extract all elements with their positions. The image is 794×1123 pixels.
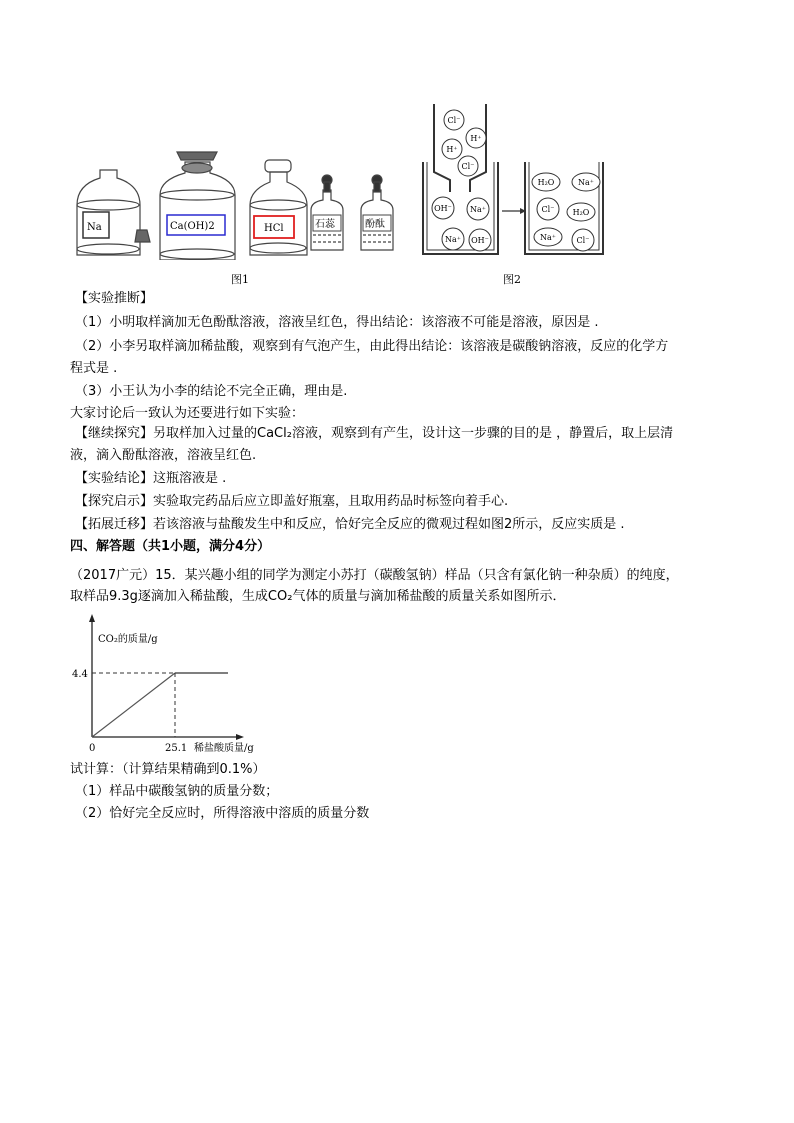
bottle-label-hcl: HCl — [264, 223, 284, 234]
ion-after-4: H₂O — [572, 208, 590, 217]
continue-explore-cont: 液，滴入酚酞溶液，溶液呈红色. — [70, 448, 257, 463]
discussion-line: 大家讨论后一致认为还要进行如下实验： — [70, 406, 305, 421]
ion-dropper-3: H⁺ — [446, 145, 458, 154]
inference-item-3: （3）小王认为小李的结论不完全正确，理由是. — [75, 384, 348, 399]
exploration-insight: 【探究启示】实验取完药品后应立即盖好瓶塞，且取用药品时标签向着手心. — [75, 494, 509, 509]
co2-mass-chart — [70, 612, 280, 757]
chart-y-tick-4-4: 4.4 — [72, 669, 88, 680]
ion-before-3: Na⁺ — [445, 235, 461, 244]
chart-x-axis-label: 稀盐酸质量/g — [194, 743, 254, 754]
experiment-conclusion: 【实验结论】这瓶溶液是 . — [75, 471, 227, 486]
inference-item-1: （1）小明取样滴加无色酚酞溶液，溶液呈红色，得出结论：该溶液不可能是溶液，原因是 . — [75, 315, 599, 330]
ion-dropper-2: H⁺ — [470, 134, 482, 143]
chart-x-tick-0: 0 — [89, 743, 96, 754]
ion-after-2: Na⁺ — [578, 178, 594, 187]
inference-item-2-cont: 程式是 . — [70, 361, 118, 376]
figure-1-caption: 图1 — [231, 273, 249, 286]
ion-after-1: H₂O — [537, 178, 555, 187]
chart-x-tick-25-1: 25.1 — [165, 743, 188, 754]
ion-before-1: OH⁻ — [434, 204, 452, 213]
chart-y-axis-label: CO₂的质量/g — [98, 634, 158, 645]
ion-dropper-1: Cl⁻ — [447, 116, 461, 125]
question-15-line-2: 取样品9.3g逐滴加入稀盐酸，生成CO₂气体的质量与滴加稀盐酸的质量关系如图所示． — [70, 589, 566, 604]
ion-after-5: Na⁺ — [540, 233, 556, 242]
calculate-instruction: 试计算：（计算结果精确到0.1%） — [70, 762, 266, 777]
sub-question-1: （1）样品中碳酸氢钠的质量分数； — [75, 784, 279, 799]
bottle-label-caoh2: Ca(OH)2 — [170, 221, 215, 232]
experiment-inference-heading: 【实验推断】 — [75, 291, 154, 306]
figure-2-neutralization-diagram — [418, 104, 618, 259]
sub-question-2: （2）恰好完全反应时，所得溶液中溶质的质量分数 — [75, 806, 370, 821]
extension-transfer: 【拓展迁移】若该溶液与盐酸发生中和反应，恰好完全反应的微观过程如图2所示，反应实质是 . — [75, 517, 625, 532]
ion-after-3: Cl⁻ — [541, 205, 555, 214]
ion-after-6: Cl⁻ — [576, 236, 590, 245]
figure-1-reagent-bottles — [65, 140, 405, 260]
question-15-line-1: （2017广元）15．某兴趣小组的同学为测定小苏打（碳酸氢钠）样品（只含有氯化钠一种杂质）的纯度， — [70, 568, 679, 583]
continue-explore: 【继续探究】另取样加入过量的CaCl₂溶液，观察到有产生，设计这一步骤的目的是 ，静置后，取上层清 — [75, 426, 674, 441]
ion-before-4: OH⁻ — [471, 236, 489, 245]
section-4-heading: 四、解答题（共1小题，满分4分） — [70, 539, 271, 554]
bottle-label-na: Na — [87, 222, 102, 233]
bottle-label-litmus: 石蕊 — [315, 219, 335, 230]
ion-dropper-4: Cl⁻ — [461, 162, 475, 171]
figure-2-caption: 图2 — [503, 273, 521, 286]
inference-item-2: （2）小李另取样滴加稀盐酸，观察到有气泡产生，由此得出结论：该溶液是碳酸钠溶液，反应的化学方 — [75, 339, 669, 354]
ion-before-2: Na⁺ — [470, 205, 486, 214]
bottle-label-phenolphthalein: 酚酞 — [365, 219, 385, 230]
